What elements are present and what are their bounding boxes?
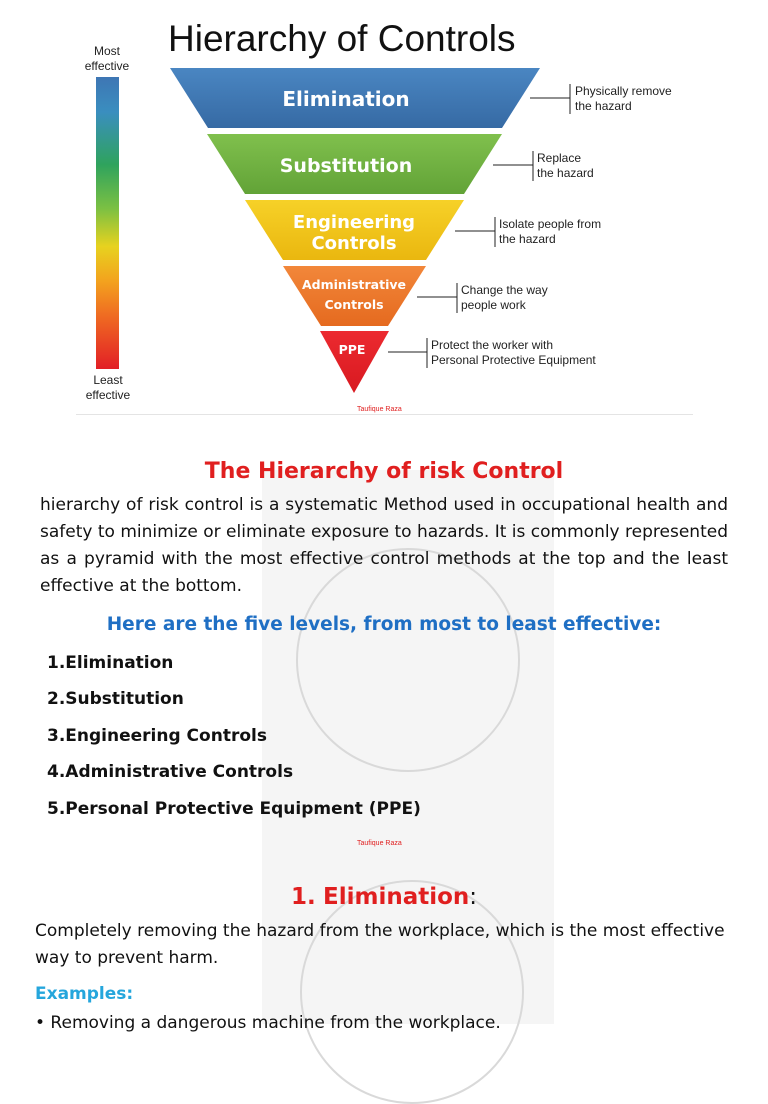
tier-engineering-label-line2: Controls xyxy=(311,233,397,254)
hierarchy-pyramid xyxy=(0,0,768,420)
elimination-description: Completely removing the hazard from the workplace, which is the most effective way to prevent harm. xyxy=(35,921,725,968)
example-bullet: • Removing a dangerous machine from the workplace. xyxy=(35,1013,501,1033)
tier-substitution-label: Substitution xyxy=(279,155,413,177)
callout-engineering: Isolate people from the hazard xyxy=(499,217,602,246)
tier-engineering-label-line1: Engineering xyxy=(292,212,416,233)
diagram-credit: Taufique Raza xyxy=(357,406,402,413)
elimination-heading-word: Elimination xyxy=(323,884,470,910)
tier-elimination-label: Elimination xyxy=(282,87,410,111)
section-title: The Hierarchy of risk Control xyxy=(204,459,564,484)
level-item: 5.Personal Protective Equipment (PPE) xyxy=(47,799,421,819)
tier-ppe-label: PPE xyxy=(338,342,366,357)
elimination-heading xyxy=(0,884,768,910)
callout-administrative: Change the way people work xyxy=(461,283,548,312)
callout-substitution: Replace the hazard xyxy=(537,151,594,180)
watermark-seal-lower xyxy=(300,880,524,1104)
level-item: 2.Substitution xyxy=(47,689,184,709)
tier-administrative-label-line1: Administrative xyxy=(301,277,407,292)
diagram-divider xyxy=(76,414,693,415)
tier-administrative-shape xyxy=(283,266,426,326)
examples-label: Examples: xyxy=(35,984,134,1004)
levels-heading: Here are the five levels, from most to least effective: xyxy=(106,614,662,635)
level-item: 3.Engineering Controls xyxy=(47,726,267,746)
elimination-heading-colon: : xyxy=(469,884,478,910)
intro-paragraph: hierarchy of risk control is a systematic Method used in occupational health and safety to minimize or eliminate exposure to hazards. It is commonly represented as a pyramid with the most effective control methods at the top and the least effective at the bottom. xyxy=(40,495,728,596)
mid-credit: Taufique Raza xyxy=(357,840,402,847)
most-effective-label: Most effective xyxy=(84,44,130,73)
callout-elimination: Physically remove the hazard xyxy=(575,84,672,113)
elimination-heading-number: 1. xyxy=(290,884,316,910)
level-item: 1.Elimination xyxy=(47,653,174,673)
diagram-title: Hierarchy of Controls xyxy=(168,18,516,59)
callout-ppe: Protect the worker with Personal Protective Equipment xyxy=(431,338,596,367)
tier-ppe-shape xyxy=(320,331,389,393)
least-effective-label: Least effective xyxy=(85,373,131,402)
level-item: 4.Administrative Controls xyxy=(47,762,294,782)
tier-administrative-label-line2: Controls xyxy=(324,297,384,312)
